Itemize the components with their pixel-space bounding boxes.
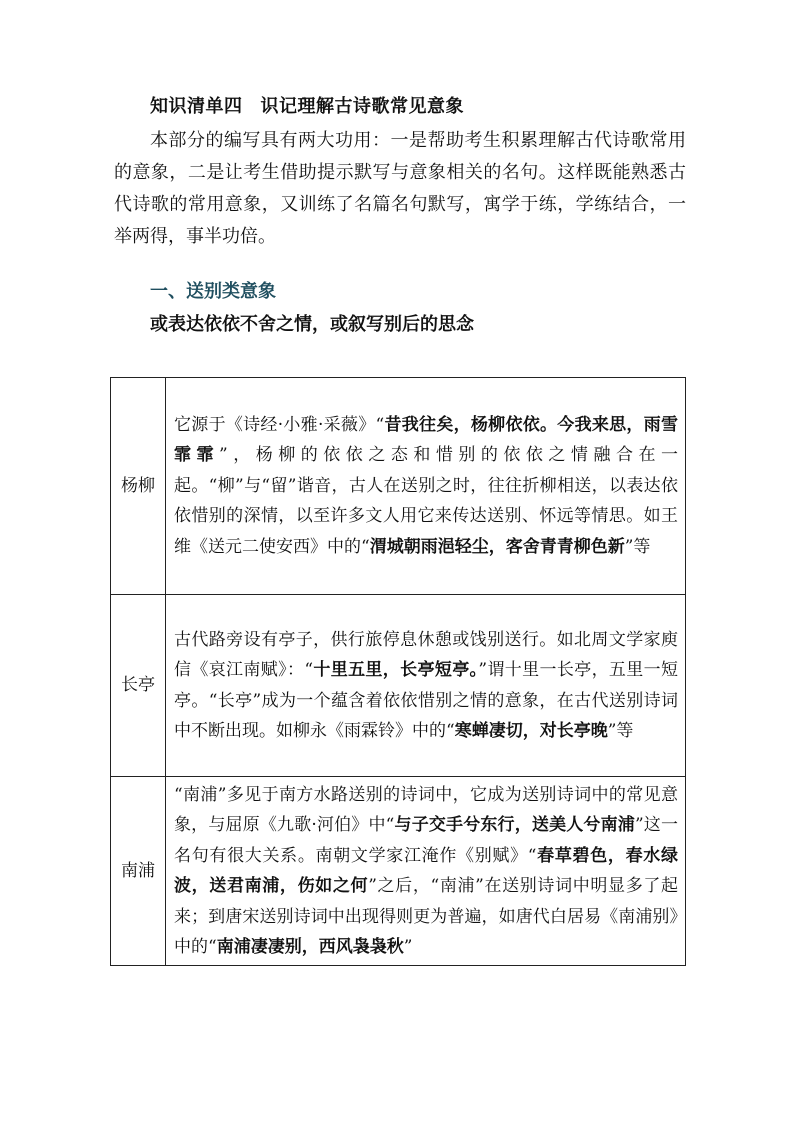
- imagery-term: 长亭: [111, 595, 166, 777]
- section-heading: 一、送别类意象: [150, 281, 276, 302]
- quote-text: 南浦凄凄别，西风袅袅秋: [216, 937, 404, 957]
- title-main: 知识清单四: [150, 96, 243, 117]
- text-run: 古代路旁设有亭子，供行旅停息休憩或饯别送行。如北周文学家庾信《哀江南赋》：“: [174, 629, 678, 680]
- imagery-description: [166, 595, 686, 777]
- imagery-term: 杨柳: [111, 378, 166, 595]
- quote-text: 昔我往矣，杨柳依依。今我来思，雨雪霏霏: [174, 414, 679, 466]
- quote-text: 十里五里，长亭短亭。: [313, 660, 479, 680]
- text-run: ”等: [607, 721, 634, 741]
- text-run: ”，杨柳的依依之态和惜别的依依之情融合在一起。“柳”与“留”谐音，古人在送别之时，往往折柳相送，以表达依依惜别的深情，以至许多文人用它来传达送别、怀远等情思。如王维《送元二使安西》中的“: [174, 445, 678, 557]
- text-run: 它源于《诗经·小雅·采薇》“: [174, 414, 385, 435]
- quote-text: 春草碧色，春水绿波，送君南浦，伤如之何: [174, 845, 678, 896]
- table-row: [111, 595, 686, 777]
- text-run: ”这一名句有很大关系。南朝文学家江淹作《别赋》“: [174, 815, 678, 866]
- description-text: [174, 625, 678, 747]
- description-text: [174, 780, 678, 963]
- section-subheading: 或表达依依不舍之情，或叙写别后的思念: [150, 314, 474, 335]
- table-row: [111, 378, 686, 595]
- imagery-term: 南浦: [111, 777, 166, 966]
- quote-text: 与子交手兮东行，送美人兮南浦: [394, 815, 635, 835]
- intro-paragraph: 本部分的编写具有两大功用：一是帮助考生积累理解古代诗歌常用的意象，二是让考生借助提示默写与意象相关的名句。这样既能熟悉古代诗歌的常用意象，又训练了名篇名句默写，寓学于练，学练结合，一举两得，事半功倍。: [114, 130, 686, 247]
- imagery-description: [166, 777, 686, 966]
- quote-text: 渭城朝雨浥轻尘，客舍青青柳色新: [369, 536, 625, 557]
- page-title: [150, 92, 464, 118]
- table-row: [111, 777, 686, 966]
- title-sub: 识记理解古诗歌常见意象: [260, 96, 464, 117]
- text-run: ”谓十里一长亭，五里一短亭。“长亭”成为一个蕴含着依依惜别之情的意象，在古代送别诗词中不断出现。如柳永《雨霖铃》中的“: [174, 660, 678, 741]
- quote-text: 寒蝉凄切，对长亭晚: [454, 721, 608, 741]
- text-run: ”之后，“南浦”在送别诗词中明显多了起来；到唐宋送别诗词中出现得则更为普遍，如唐代白居易《南浦别》中的“: [174, 876, 679, 957]
- imagery-description: [166, 378, 686, 595]
- imagery-table: [110, 377, 686, 966]
- text-run: ”等: [624, 536, 651, 557]
- text-run: “南浦”多见于南方水路送别的诗词中，它成为送别诗词中的常见意象，与屈原《九歌·河伯》中“: [174, 784, 678, 835]
- text-run: ”: [403, 937, 413, 957]
- description-text: [174, 410, 678, 563]
